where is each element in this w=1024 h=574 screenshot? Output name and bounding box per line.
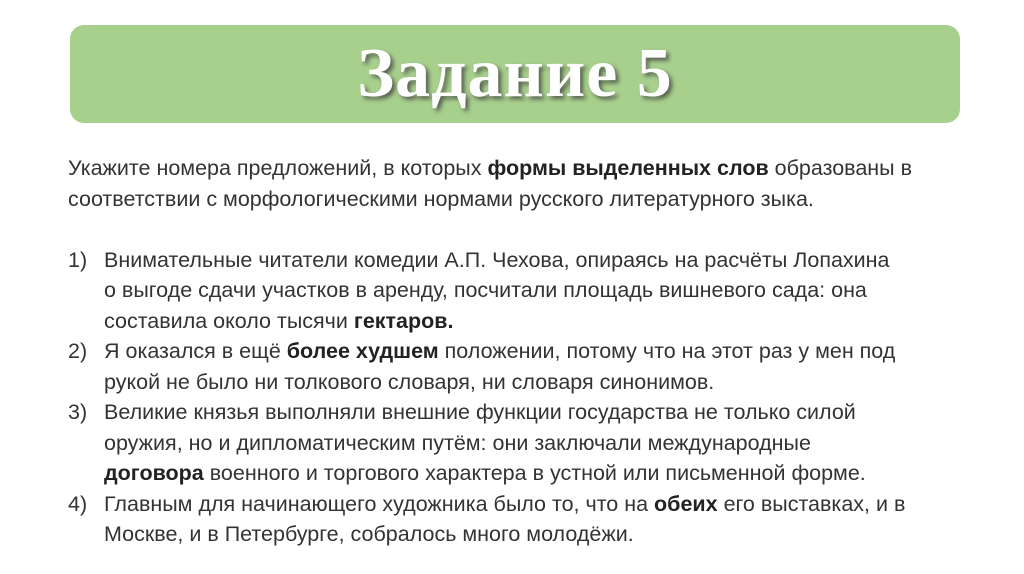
highlighted-word: более худшем [286, 339, 439, 363]
slide-title: Задание 5 [357, 35, 673, 112]
item-number: 4) [68, 491, 88, 516]
instruction-text-1: Укажите номера предложений, в которых [68, 156, 488, 180]
list-item-2 [68, 336, 988, 397]
title-banner [70, 25, 960, 123]
instruction-bold: формы выделенных слов [487, 156, 769, 180]
item-line: Москве, и в Петербурге, собралось много молодёжи. [104, 522, 634, 546]
item-line: рукой не было ни толкового словаря, ни словаря синонимов. [104, 369, 715, 394]
item-line: военного и торгового характера в устной или письменной форме. [203, 461, 866, 485]
item-line: Великие князья выполняли внешние функции государства не только силой [104, 400, 856, 424]
task-content [68, 153, 988, 550]
list-item-4 [68, 489, 988, 550]
instruction-text-3: соответствии с морфологическими нормами русского литературного зыка. [68, 186, 814, 211]
item-text [104, 397, 988, 489]
item-text [104, 245, 988, 337]
highlighted-word: гектаров. [353, 308, 454, 333]
highlighted-word: обеих [654, 491, 718, 516]
list-item-3 [68, 397, 988, 489]
item-line: его выставках, и в [717, 491, 906, 516]
list-item-1 [68, 245, 988, 337]
item-line: Внимательные читатели комедии А.П. Чехова, опираясь на расчёты Лопахина [104, 247, 890, 272]
item-line: Я оказался в ещё [104, 339, 287, 363]
sentence-list [68, 245, 988, 550]
item-line: о выгоде сдачи участков в аренду, посчитали площадь вишневого сада: она [104, 278, 867, 302]
item-line: положении, потому что на этот раз у мен под [438, 339, 896, 363]
task-instruction [68, 153, 988, 214]
item-text [104, 336, 988, 397]
item-text [104, 489, 988, 550]
item-number: 1) [68, 247, 88, 272]
item-number: 3) [68, 400, 88, 424]
highlighted-word: договора [104, 461, 204, 485]
item-number: 2) [68, 339, 88, 363]
item-line: Главным для начинающего художника было то, что на [104, 491, 655, 516]
item-line: оружия, но и дипломатическим путём: они заключали международные [104, 430, 811, 455]
item-line: составила около тысячи [104, 308, 354, 333]
instruction-text-2: образованы в [768, 156, 913, 180]
